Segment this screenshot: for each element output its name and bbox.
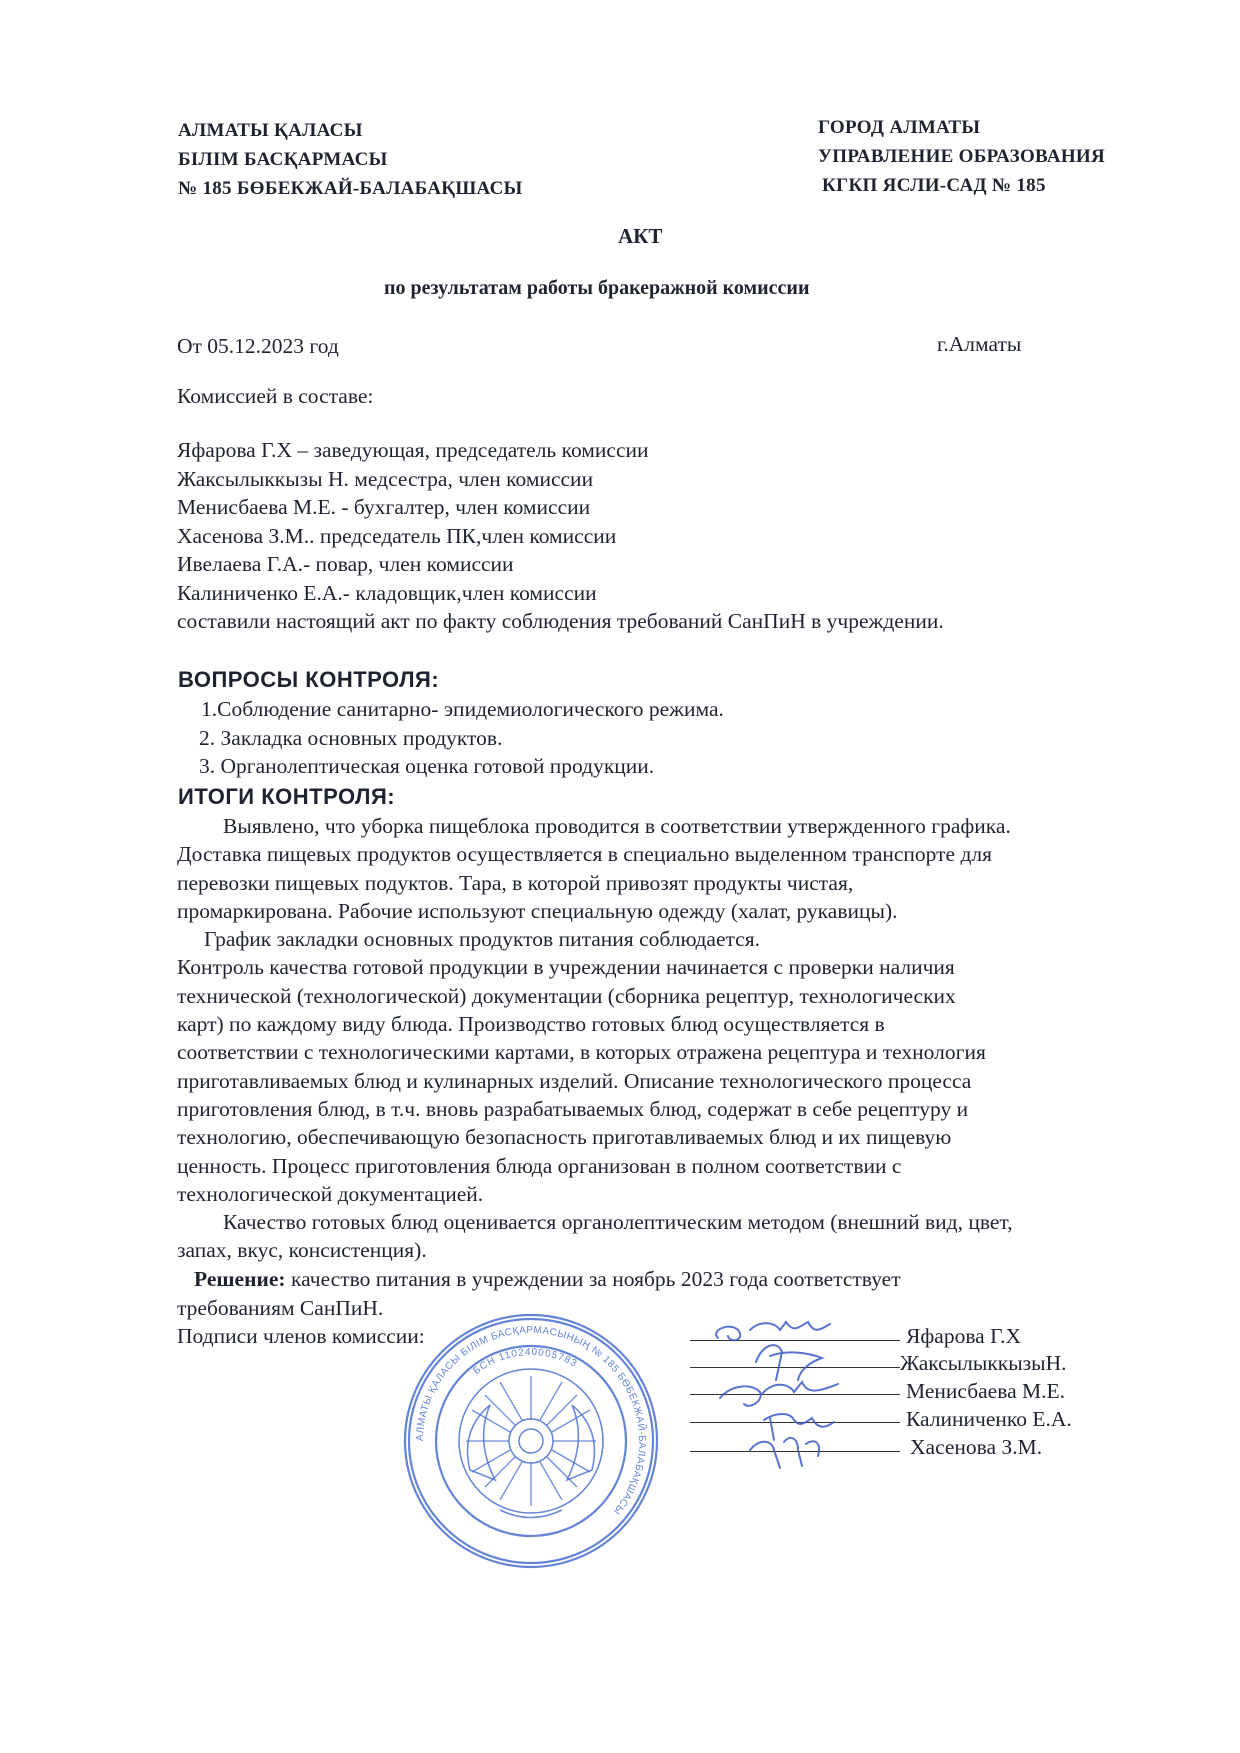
member-3: Менисбаева М.Е. - бухгалтер, член комиссии (177, 495, 591, 519)
stamp-text-inner: БСН 110240005783 (471, 1346, 580, 1378)
results-line-8: карт) по каждому виду блюда. Производство готовых блюд осуществляется в (177, 1012, 885, 1037)
results-line-2: Доставка пищевых продуктов осуществляется в специально выделенном транспорте для (177, 842, 993, 867)
signature-name-5: Хасенова З.М. (910, 1435, 1043, 1459)
results-line-16: запах, вкус, консистенция). (177, 1238, 427, 1263)
commission-intro: Комиссией в составе: (177, 384, 374, 408)
signature-name-3: Менисбаева М.Е. (906, 1379, 1066, 1403)
document-title: АКТ (618, 224, 663, 248)
signature-name-2: ЖаксылыккызыН. (900, 1351, 1067, 1375)
question-3: 3. Органолептическая оценка готовой продукции. (199, 754, 655, 778)
results-line-3: перевозки пищевых подуктов. Тара, в которой привозят продукты чистая, (177, 870, 854, 895)
results-line-11: приготовления блюд, в т.ч. вновь разрабатываемых блюд, содержат в себе рецептуру и (177, 1096, 969, 1121)
results-line-5: График закладки основных продуктов питания соблюдается. (204, 927, 760, 952)
results-line-15: Качество готовых блюд оценивается органолептическим методом (внешний вид, цвет, (223, 1210, 1013, 1235)
results-line-14: технологической документацией. (177, 1181, 484, 1206)
results-line-4: промаркирована. Рабочие используют специальную одежду (халат, рукавицы). (177, 898, 898, 923)
header-right-line-2: УПРАВЛЕНИЕ ОБРАЗОВАНИЯ (818, 146, 1106, 167)
results-line-12: технологию, обеспечивающую безопасность приготавливаемых блюд и их пищевую (177, 1125, 952, 1150)
results-text (177, 812, 1157, 1265)
results-line-1: Выявлено, что уборка пищеблока проводится в соответствии утвержденного графика. (223, 814, 1011, 838)
results-line-10: приготавливаемых блюд и кулинарных изделий. Описание технологического процесса (177, 1068, 972, 1093)
signature-name-1: Яфарова Г.Х (906, 1324, 1022, 1348)
official-stamp (400, 1310, 662, 1572)
document-subtitle: по результатам работы бракеражной комиссии (384, 277, 810, 299)
signatures-label: Подписи членов комиссии: (177, 1324, 425, 1348)
composed-line: составили настоящий акт по факту соблюдения требований СанПиН в учреждении. (177, 609, 944, 633)
questions-heading: ВОПРОСЫ КОНТРОЛЯ: (178, 667, 440, 692)
header-left-line-1: АЛМАТЫ ҚАЛАСЫ (178, 120, 363, 141)
members-list (177, 436, 944, 636)
results-heading: ИТОГИ КОНТРОЛЯ: (178, 784, 396, 809)
member-1: Яфарова Г.Х – заведующая, председатель комиссии (177, 438, 649, 462)
results-line-13: ценность. Процесс приготовления блюда организован в полном соответствии с (177, 1153, 902, 1178)
header-right-line-3: КГКП ЯСЛИ-САД № 185 (822, 175, 1046, 196)
member-4: Хасенова З.М.. председатель ПК,член комиссии (177, 523, 617, 548)
header-right (818, 113, 1105, 200)
decision-text-2: требованиям СанПиН. (177, 1296, 384, 1320)
results-line-9: соответствии с технологическими картами, в которых отражена рецептура и технология (177, 1040, 986, 1065)
member-2: Жаксылыккызы Н. медсестра, член комиссии (177, 466, 594, 491)
question-2: 2. Закладка основных продуктов. (199, 725, 503, 750)
member-6: Калиниченко Е.А.- кладовщик,член комиссии (177, 580, 597, 605)
date-line: От 05.12.2023 год (177, 334, 339, 358)
signature-name-4: Калиниченко Е.А. (906, 1407, 1072, 1431)
stamp-text-outer: АЛМАТЫ ҚАЛАСЫ БІЛІМ БАСҚАРМАСЫНЫҢ № 185 БӨБЕКЖАЙ-БАЛАБАҚШАСЫ (414, 1324, 648, 1517)
questions-list (189, 695, 724, 781)
decision (194, 1265, 901, 1294)
header-left-line-2: БІЛІМ БАСҚАРМАСЫ (178, 149, 388, 170)
city: г.Алматы (937, 332, 1022, 356)
member-5: Ивелаева Г.А.- повар, член комиссии (177, 552, 514, 576)
header-right-line-1: ГОРОД АЛМАТЫ (818, 117, 981, 138)
header-left-line-3: № 185 БӨБЕКЖАЙ-БАЛАБАҚШАСЫ (178, 178, 523, 199)
question-1: 1.Соблюдение санитарно- эпидемиологического режима. (201, 697, 724, 721)
results-line-6: Контроль качества готовой продукции в учреждении начинается с проверки наличия (177, 955, 955, 980)
header-left (178, 116, 523, 203)
decision-label: Решение: (194, 1267, 286, 1291)
results-line-7: технической (технологической) документации (сборника рецептур, технологических (177, 983, 956, 1008)
decision-text: качество питания в учреждении за ноябрь 2023 года соответствует (290, 1267, 901, 1291)
signatures-scribbles (690, 1300, 910, 1480)
